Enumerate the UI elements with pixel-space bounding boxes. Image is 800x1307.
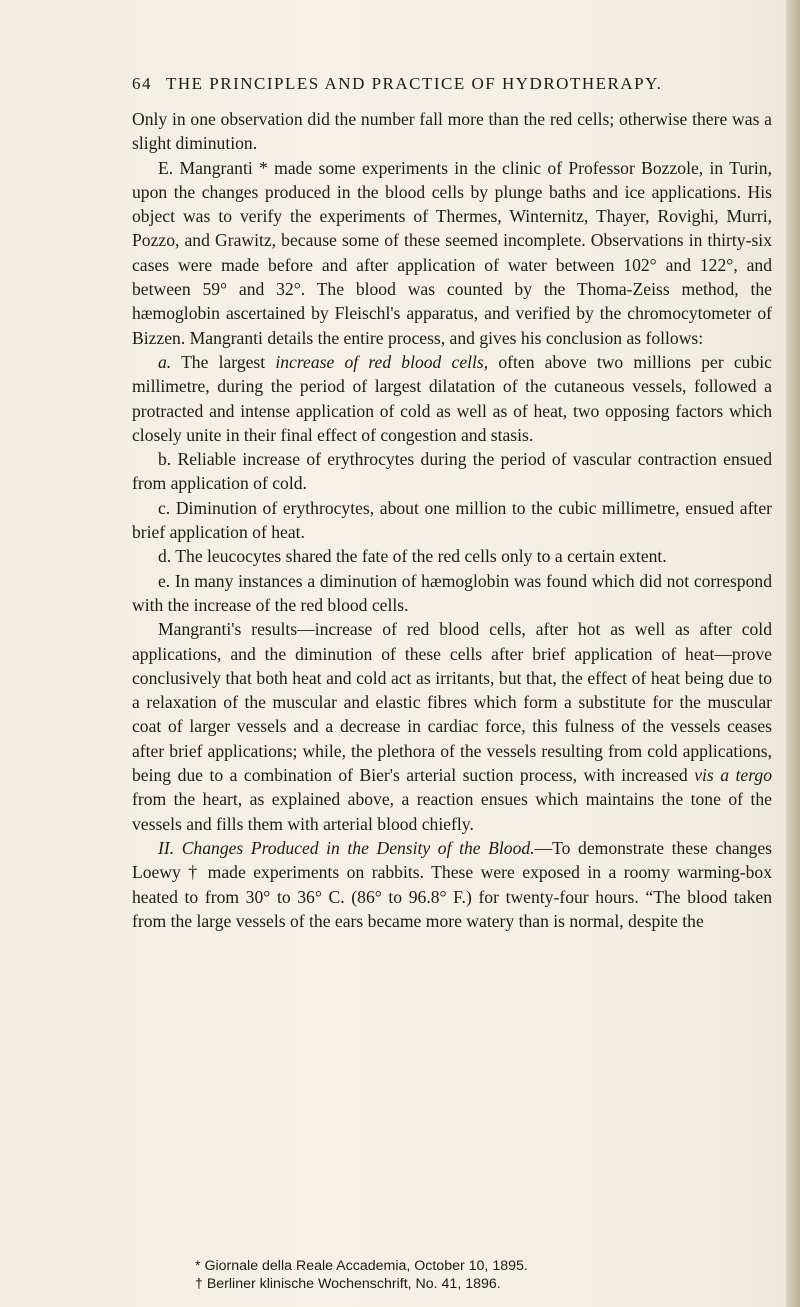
conclusion-d: d. The leucocytes shared the fate of the red cells only to a certain extent. [158,546,667,567]
paragraph-mangranti: E. Mangranti * made some experiments in the clinic of Professor Bozzole, in Turin, upon the changes produced in the blood cells by plunge baths and ice applications. His object was to verify the experiments of Thermes, Winternitz, Thayer, Rovighi, Murri, Pozzo, and Grawitz, because some of these seemed incomplete. Observations in thirty-six cases were made before and after application of water between 102° and 122°, and between 59° and 32°. The blood was counted by the Thoma-Zeiss method, the hæmoglobin ascertained by Fleischl's apparatus, and verified by the chromocytometer of Bizzen. Mangranti details the entire process, and gives his conclusion as follows: [132,157,772,348]
page-number: 64 [132,74,152,93]
results-post: from the heart, as explained above, a reaction ensues which maintains the tone of the vessels and fills them with arterial blood chiefly. [132,789,772,834]
page-edge [786,0,800,1307]
results-italic: vis a tergo [694,765,772,786]
running-head [132,74,772,94]
section-ii-text: —To demonstrate these changes Loewy † made experiments on rabbits. These were exposed in a roomy warming-box heated to from 30° to 36° C. (86° to 96.8° F.) for twenty-four hours. “The blood taken from the large vessels of the ears became more watery than is normal, despite the [132,837,772,931]
paragraph-continuation: Only in one observation did the number fall more than the red cells; otherwise there was a slight diminution. [132,109,772,154]
conclusion-e: e. In many instances a diminution of hæmoglobin was found which did not correspond with the increase of the red blood cells. [132,570,772,615]
results-pre: Mangranti's results—increase of red blood cells, after hot as well as after cold applications, and the diminution of these cells after brief application of heat—prove conclusively that both heat and cold act as irritants, but that, the effect of heat being due to a relaxation of the muscular and elastic fibres which form a substitute for the muscular coat of larger vessels and a decrease in cardiac force, this fulness of the vessels ceases after brief applications; while, the plethora of the vessels resulting from cold applications, being due to a combination of Bier's arterial suction process, with increased [132,619,772,786]
section-ii [132,836,772,933]
section-ii-heading: II. Changes Produced in the Density of the Blood. [158,837,535,858]
body-text [132,107,772,933]
conclusion-a [132,350,772,447]
conclusion-a-label: a. [158,351,172,372]
conclusion-a-pre: The largest [181,351,266,372]
conclusion-b: b. Reliable increase of erythrocytes during the period of vascular contraction ensued from application of cold. [132,449,772,494]
conclusion-a-post: often above two millions per cubic millimetre, during the period of largest dilatation of the cutaneous vessels, followed a protracted and intense application of cold as well as of heat, two opposing factors which closely unite in their final effect of congestion and stasis. [132,351,772,445]
footnotes [195,1258,755,1293]
conclusion-a-italic: increase of red blood cells, [275,351,489,372]
conclusion-c: c. Diminution of erythrocytes, about one million to the cubic millimetre, ensued after brief application of heat. [132,497,772,543]
paragraph-results [132,617,772,836]
book-title: THE PRINCIPLES AND PRACTICE OF HYDROTHERAPY. [166,74,663,93]
footnote-2: † Berliner klinische Wochenschrift, No. 41, 1896. [195,1275,501,1292]
footnote-1: * Giornale della Reale Accademia, October 10, 1895. [195,1258,528,1274]
